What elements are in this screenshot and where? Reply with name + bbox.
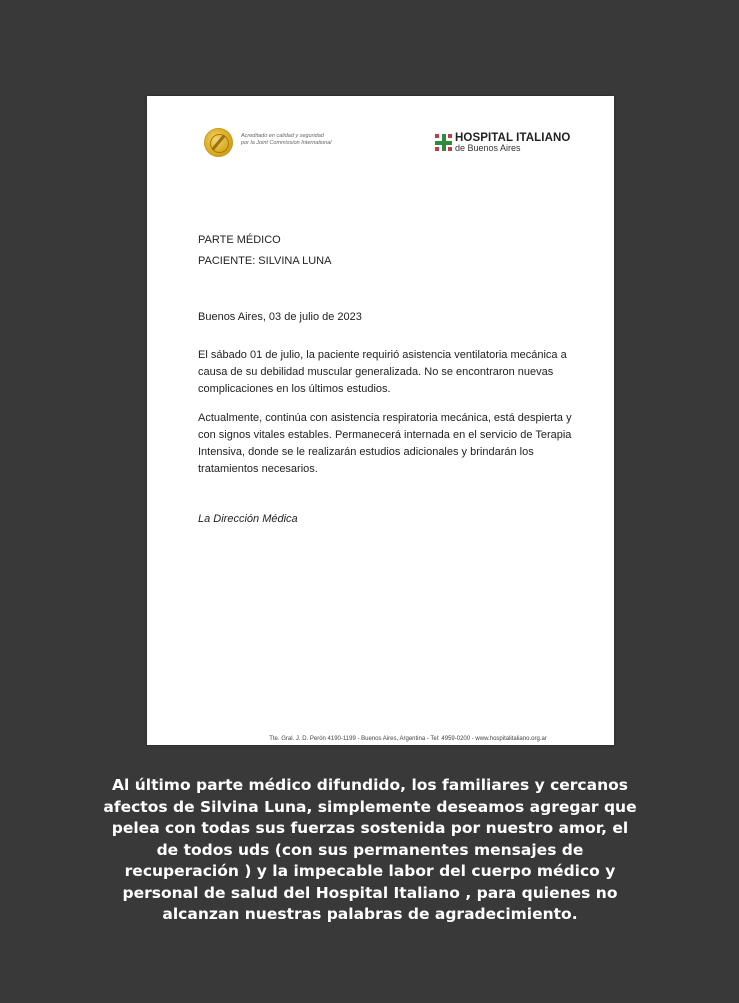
patient-name: PACIENTE: SILVINA LUNA: [198, 255, 332, 267]
report-paragraph-2: Actualmente, continúa con asistencia respiratoria mecánica, está despierta y con signos vitales estables. Permanecerá internada en el servicio de Terapia Intensiva, donde se le realizarán estudios adicionales y brindarán los tratamientos necesarios.: [198, 412, 572, 475]
medical-report-page: [147, 96, 614, 745]
report-title: PARTE MÉDICO: [198, 234, 281, 246]
accreditation-line-1: Acreditado en calidad y seguridad: [241, 133, 324, 139]
accreditation-line-2: por la Joint Commission International: [241, 140, 332, 146]
document-footer: Tte. Gral. J. D. Perón 4190-1199 - Buenos Aires, Argentina - Tel: 4959-0200 - www.hospitalitaliano.org.ar: [269, 736, 547, 742]
hospital-cross-logo-icon: [435, 134, 452, 151]
hospital-subtitle: de Buenos Aires: [455, 143, 521, 153]
family-statement-caption: Al último parte médico difundido, los familiares y cercanos afectos de Silvina Luna, simplemente deseamos agregar que pelea con todas sus fuerzas sostenida por nuestro amor, el de todos uds (con sus permanentes mensajes de recuperación ) y la impecable labor del cuerpo médico y personal de salud del Hospital Italiano , para quienes no alcanzan nuestras palabras de agradecimiento.: [103, 776, 637, 923]
hospital-name: HOSPITAL ITALIANO: [455, 132, 571, 144]
joint-commission-seal-icon: [204, 128, 233, 157]
report-paragraph-1: El sábado 01 de julio, la paciente requirió asistencia ventilatoria mecánica a causa de su debilidad muscular generalizada. No se encontraron nuevas complicaciones en los últimos estudios.: [198, 349, 567, 395]
accreditation-text: [241, 133, 332, 147]
report-date: Buenos Aires, 03 de julio de 2023: [198, 311, 362, 323]
report-signature: La Dirección Médica: [198, 513, 298, 525]
